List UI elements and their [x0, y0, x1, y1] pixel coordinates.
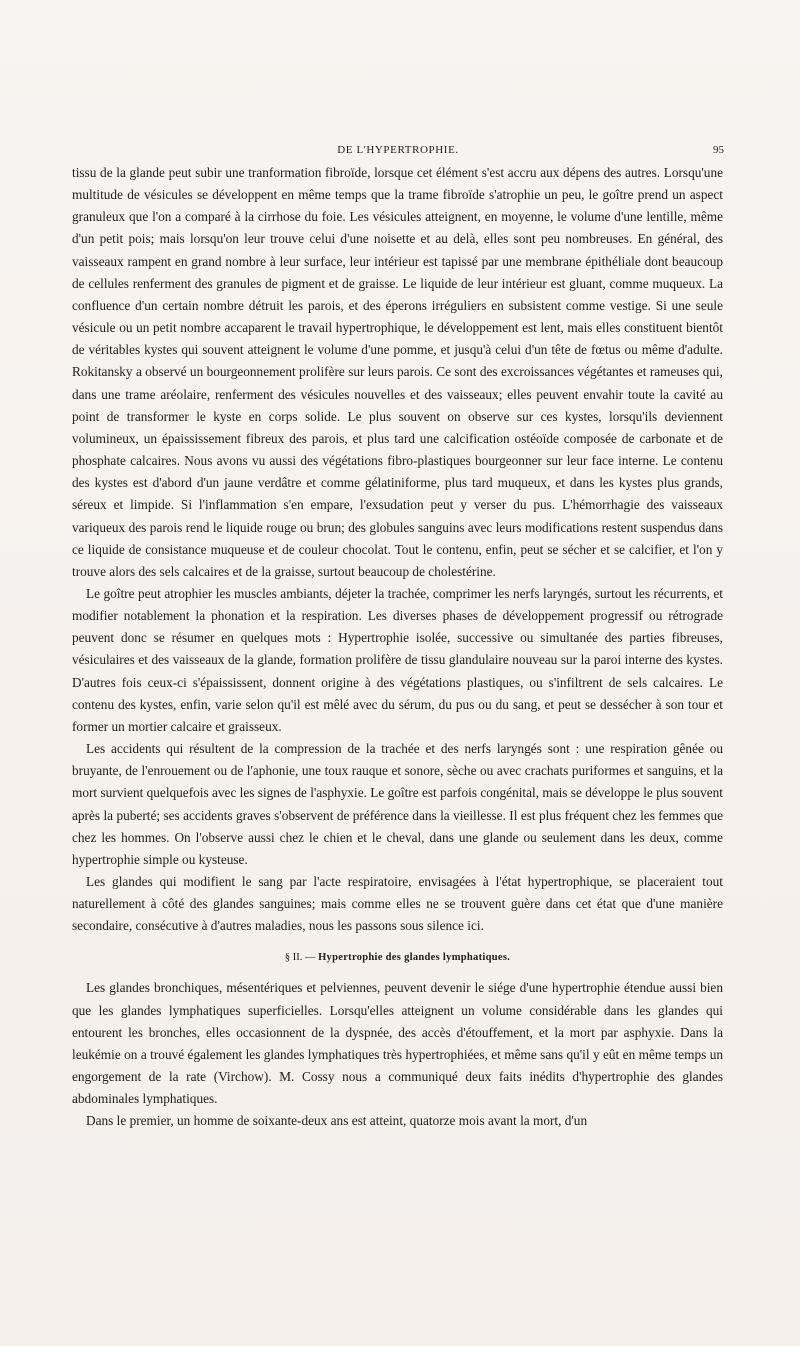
section-heading [72, 947, 723, 969]
paragraph: Les accidents qui résultent de la compression de la trachée et des nerfs laryngés sont : une respiration gênée ou bruyante, de l'enrouement ou de l'aphonie, une toux rauque et sonore, sèche ou avec crachats puriformes et sanguins, et la mort survient quelquefois avec les signes de l'asphyxie. Le goître est parfois congénital, mais se développe le plus souvent après la puberté; ses accidents graves s'observent de préférence dans la vieillesse. Il est plus fréquent chez les femmes que chez les hommes. On l'observe aussi chez le chien et le cheval, dans une glande ou seulement dans les deux, comme hypertrophie simple ou kysteuse. [72, 741, 723, 867]
main-text [72, 162, 723, 1133]
paragraph: Les glandes bronchiques, mésentériques et pelviennes, peuvent devenir le siége d'une hypertrophie étendue aussi bien que les glandes lymphatiques superficielles. Lorsqu'elles atteignent un volume considérable dans les glandes qui entourent les bronches, elles occasionnent de la dyspnée, des accès d'étouffement, et la mort par asphyxie. Dans la leukémie on a trouvé également les glandes lymphatiques très hypertrophiées, et même sans qu'il y eût en même temps un engorgement de la rate (Virchow). M. Cossy nous a communiqué deux faits inédits d'hypertrophie des glandes abdominales lymphatiques. [72, 980, 723, 1107]
paragraph: Le goître peut atrophier les muscles ambiants, déjeter la trachée, comprimer les nerfs laryngés, surtout les récurrents, et modifier notablement la phonation et la respiration. Les diverses phases de développement progressif ou rétrograde peuvent donc se résumer en quelques mots : Hypertrophie isolée, successive ou simultanée des parties fibreuses, vésiculaires et des vaisseaux de la glande, formation prolifère de tissu glandulaire nouveau sur la paroi interne des kystes. D'autres fois ceux-ci s'épaississent, donnent origine à des végétations plastiques, ou s'infiltrent de sels calcaires. Le contenu des kystes, enfin, varie selon qu'il est mêlé avec du sérum, du pus ou du sang, et peut se dessécher à son tour et former un mortier calcaire et graisseux. [72, 585, 723, 734]
running-title: DE L'HYPERTROPHIE. [337, 144, 459, 156]
section-title: Hypertrophie des glandes lymphatiques. [318, 952, 511, 964]
paragraph: tissu de la glande peut subir une tranformation fibroïde, lorsque cet élément s'est accru aux dépens des autres. Lorsqu'une multitude de vésicules se développent en même temps que la trame fibroïde s'atrophie un peu, le goître prend un aspect granuleux que l'on a comparé à la cirrhose du foie. Les vésicules atteignent, en moyenne, le volume d'une lentille, même d'un petit pois; mais lorsqu'on leur trouve celui d'une noisette et au delà, elles sont peu nombreuses. En général, des vaisseaux rampent en grand nombre à leur surface, leur intérieur est tapissé par une membrane épithéliale dont beaucoup de cellules renferment des granules de pigment et de graisse. Le liquide de leur intérieur est gluant, comme muqueux. La confluence d'un certain nombre détruit les parois, et des éperons irréguliers en subsistent comme vestige. Si une seule vésicule ou un petit nombre accaparent le travail hypertrophique, le développement est lent, mais elles constituent bientôt de véritables kystes qui souvent atteignent le volume d'une pomme, et jusqu'à celui d'un tête de fœtus ou même d'adulte. Rokitansky a observé un bourgeonnement prolifère sur leurs parois. Ce sont des excroissances végétantes et rameuses qui, dans une trame aréolaire, renferment des vésicules nouvelles et des vaisseaux; elles peuvent envahir toute la cavité au point de transformer le kyste en corps solide. Le plus souvent on observe sur ces kystes, lorsqu'ils deviennent volumineux, un épaississement fibreux des parois, et plus tard une calcification ostéoïde composée de carbonate et de phosphate calcaires. Nous avons vu aussi des végétations fibro-plastiques bourgeonner sur leur face interne. Le contenu des kystes est d'abord d'un jaune verdâtre et comme gélatiniforme, plus tard muqueux, et dans les kystes plus grands, séreux et limpide. Si l'inflammation s'en empare, l'exsudation peut y verser du pus. L'hémorrhagie des vaisseaux variqueux des parois rend le liquide rouge ou brun; des globules sanguins avec leurs modifications restent suspendus dans ce liquide de consistance muqueuse et de couleur chocolat. Tout le contenu, enfin, peut se sécher et se calcifier, et l'on y trouve alors des sels calcaires et de la graisse, surtout beaucoup de cholestérine. [72, 165, 723, 579]
page-number: 95 [713, 144, 724, 156]
section-number: § II. — [284, 952, 316, 964]
running-head [72, 140, 724, 160]
paragraph: Les glandes qui modifient le sang par l'acte respiratoire, envisagées à l'état hypertrophique, se placeraient tout naturellement à côté des glandes sanguines; mais comme elles ne se trouvent guère dans cet état que d'une manière secondaire, consécutive à d'autres maladies, nous les passons sous silence ici. [72, 874, 723, 934]
paragraph: Dans le premier, un homme de soixante-deux ans est atteint, quatorze mois avant la mort, d'un [86, 1113, 588, 1129]
